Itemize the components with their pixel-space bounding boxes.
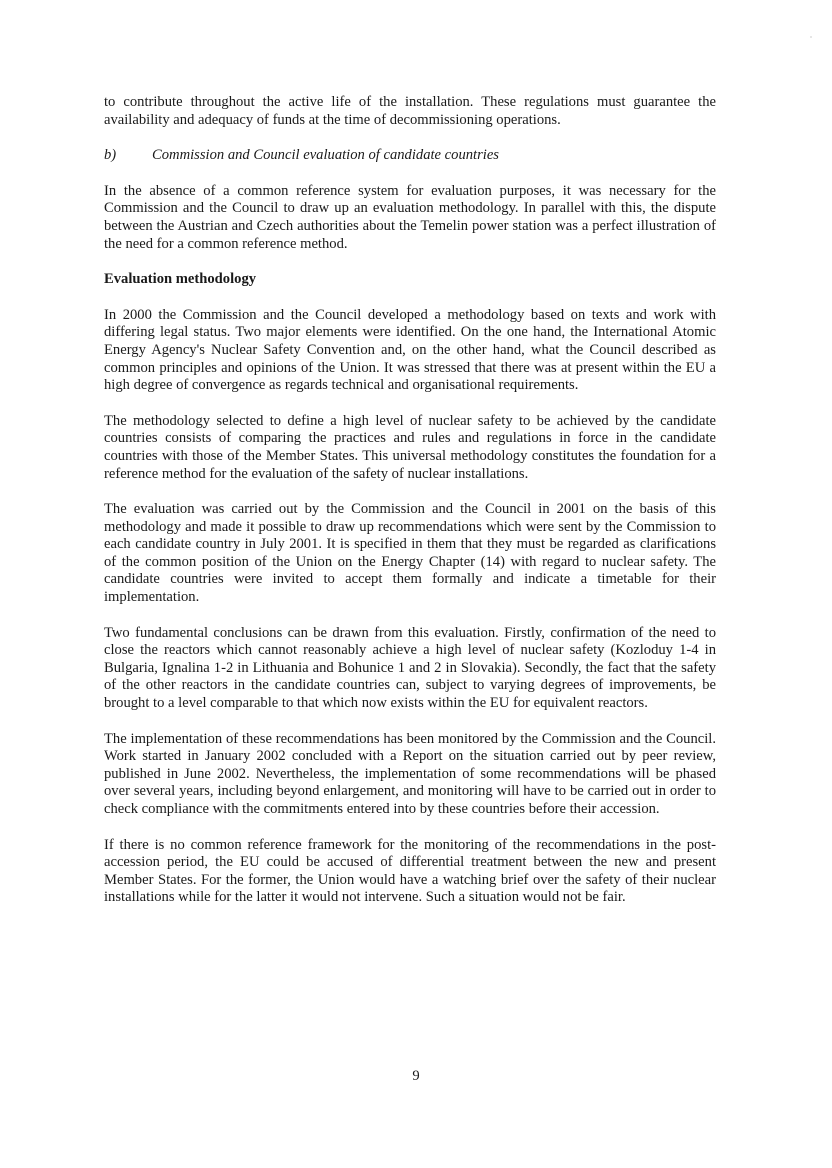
paragraph-6: The implementation of these recommendations has been monitored by the Commission and the Council. Work started in January 2002 concluded with a Report on the situation carried out by peer review, published in June 2002. Nevertheless, the implementation of some recommendations will be phased over several years, including beyond enlargement, and monitoring will have to be carried out in order to check compliance with the commitments entered into by these countries before their accession. [104, 730, 716, 817]
paragraph-1: In the absence of a common reference system for evaluation purposes, it was necessary for the Commission and the Council to draw up an evaluation methodology. In parallel with this, the dispute between the Austrian and Czech authorities about the Temelin power station was a perfect illustration of the need for a common reference method. [104, 182, 716, 252]
page-number: 9 [412, 1068, 420, 1084]
paragraph-4: The evaluation was carried out by the Commission and the Council in 2001 on the basis of this methodology and made it possible to draw up recommendations which were sent by the Commission to each candidate country in July 2001. It is specified in them that they must be regarded as clarifications of the common position of the Union on the Energy Chapter (14) with regard to nuclear safety. The candidate countries were invited to accept them formally and indicate a timetable for their implementation. [104, 501, 716, 606]
paragraph-2: In 2000 the Commission and the Council developed a methodology based on texts and work with differing legal status. Two major elements were identified. On the one hand, the International Atomic Energy Agency's Nuclear Safety Convention and, on the other hand, what the Council described as common principles and opinions of the Union. It was stressed that there was at present within the EU a high degree of convergence as regards technical and organisational requirements. [104, 306, 716, 394]
section-b-title: Commission and Council evaluation of candidate countries [152, 147, 499, 164]
section-b-marker: b) [104, 147, 117, 164]
intro-paragraph: to contribute throughout the active life of the installation. These regulations must guarantee the availability and adequacy of funds at the time of decommissioning operations. [104, 94, 716, 128]
heading-evaluation-methodology: Evaluation methodology [104, 271, 257, 288]
document-body [104, 94, 716, 925]
scan-artifact [810, 36, 812, 38]
paragraph-3: The methodology selected to define a high level of nuclear safety to be achieved by the candidate countries consists of comparing the practices and rules and regulations in force in the candidate countries with those of the Member States. This universal methodology constitutes the foundation for a reference method for the evaluation of the safety of nuclear installations. [104, 412, 716, 482]
paragraph-7: If there is no common reference framework for the monitoring of the recommendations in the post-accession period, the EU could be accused of differential treatment between the new and present Member States. For the former, the Union would have a watching brief over the safety of their nuclear installations while for the latter it would not intervene. Such a situation would not be fair. [104, 836, 716, 906]
section-b-heading [104, 147, 716, 165]
paragraph-5: Two fundamental conclusions can be drawn from this evaluation. Firstly, confirmation of the need to close the reactors which cannot reasonably achieve a high level of nuclear safety (Kozloduy 1-4 in Bulgaria, Ignalina 1-2 in Lithuania and Bohunice 1 and 2 in Slovakia). Secondly, the fact that the safety of the other reactors in the candidate countries can, subject to varying degrees of improvements, be brought to a level comparable to that which now exists within the EU for equivalent reactors. [104, 624, 716, 712]
